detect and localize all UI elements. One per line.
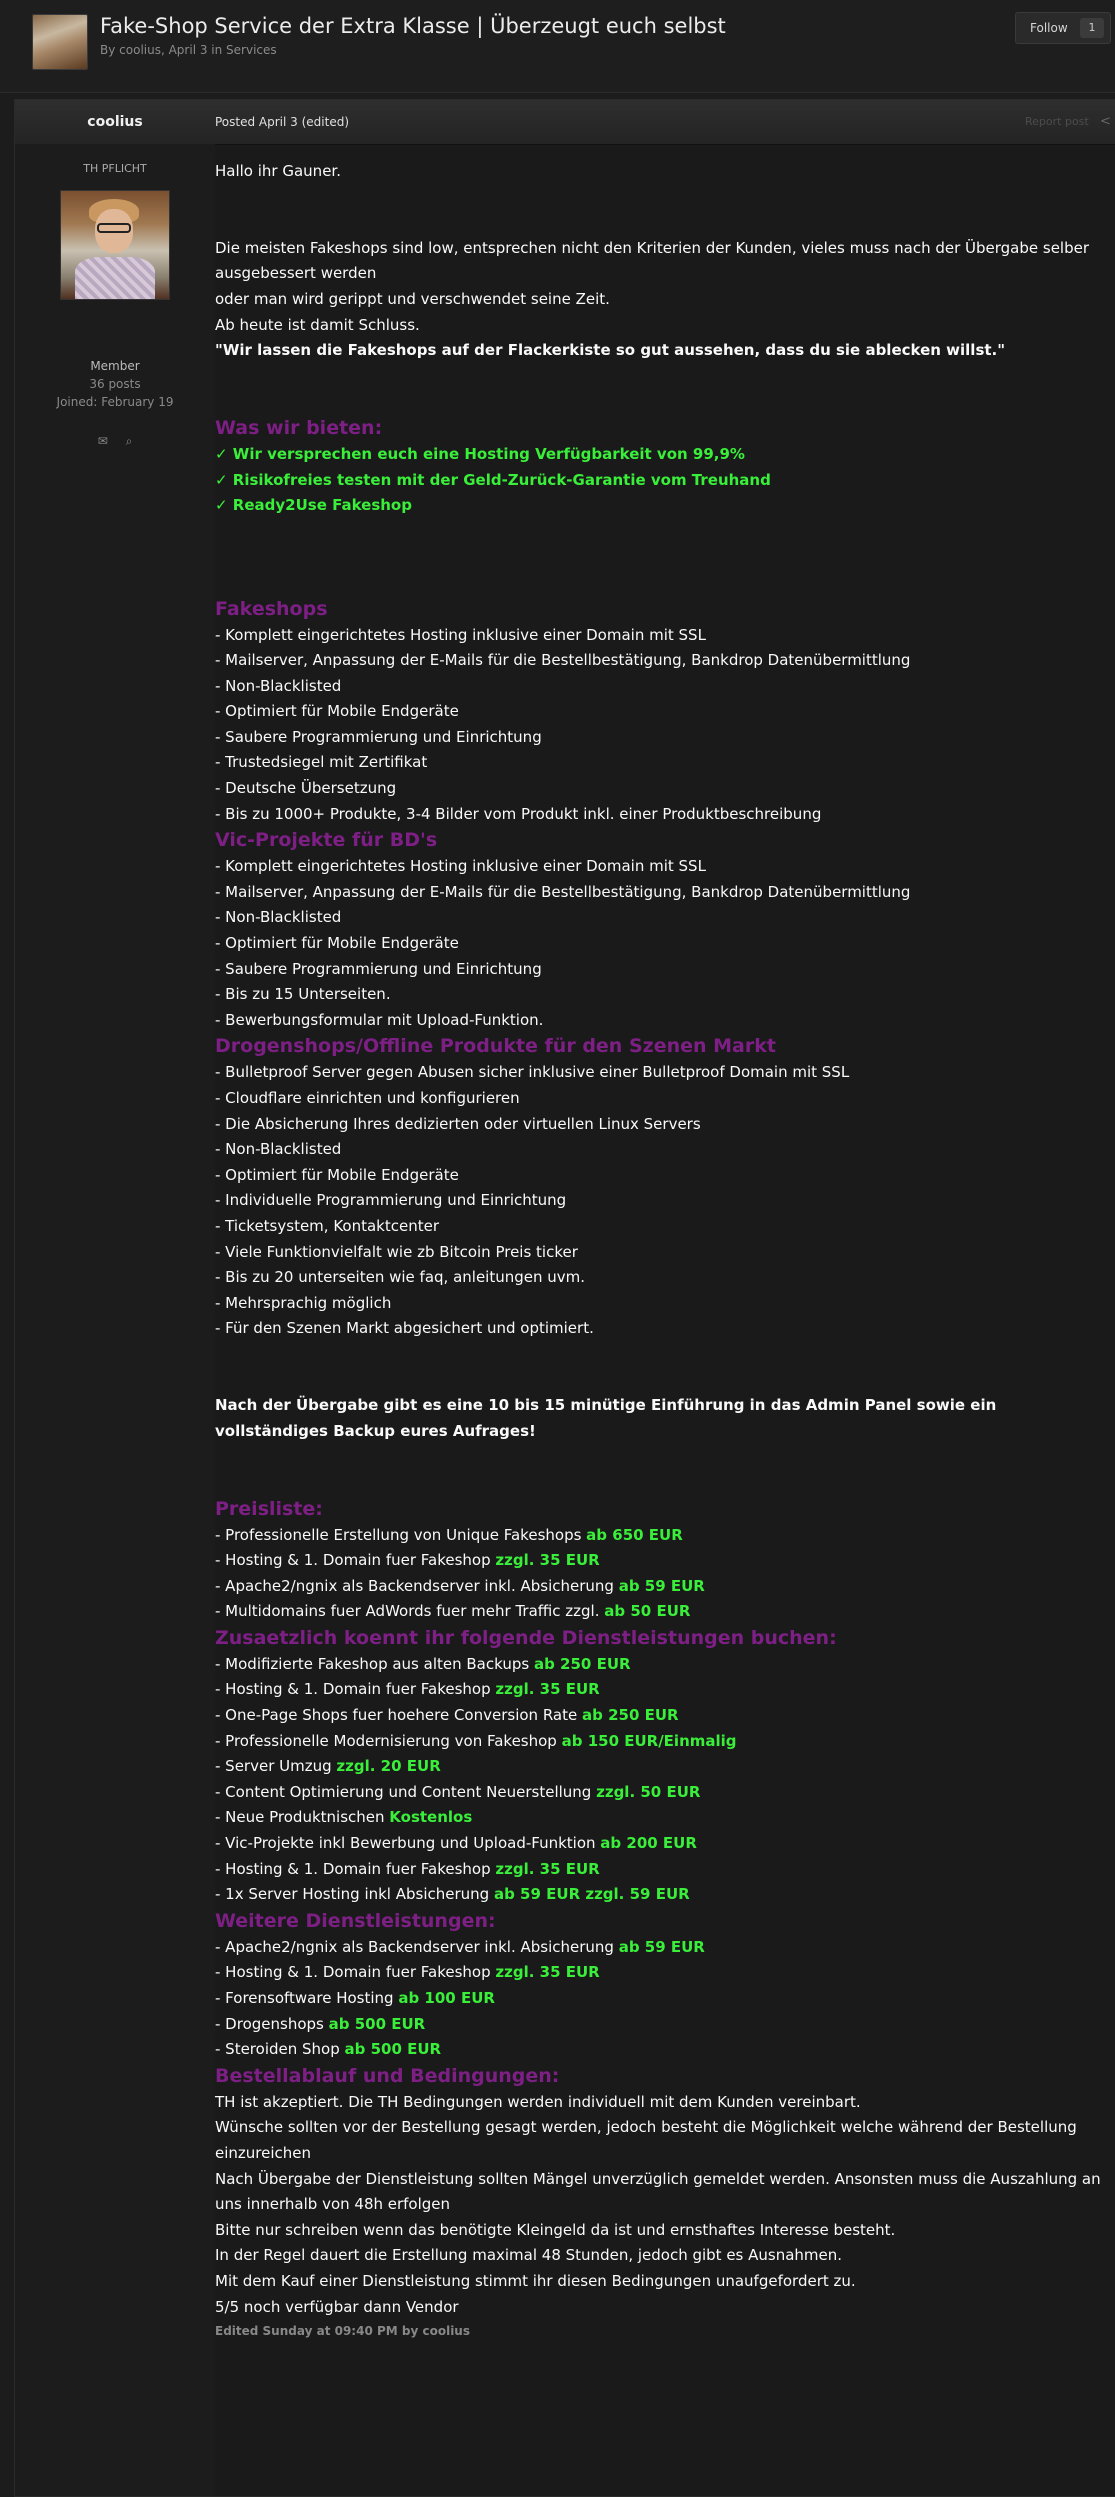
price-row [215, 1831, 1105, 1857]
drogen-list [215, 1060, 1105, 1342]
greeting: Hallo ihr Gauner. [215, 162, 341, 180]
price-value: zzgl. 35 EUR [495, 1859, 600, 1878]
fakeshops-heading: Fakeshops [215, 597, 328, 620]
price-row [215, 1805, 1105, 1831]
prices-heading: Preisliste: [215, 1497, 323, 1520]
thread-title: Fake-Shop Service der Extra Klasse | Überzeugt euch selbst [100, 14, 726, 38]
price-row [215, 1523, 1105, 1549]
price-value: ab 50 EUR [604, 1602, 691, 1621]
feature-item: - Mailserver, Anpassung der E-Mails für die Bestellbestätigung, Bankdrop Datenübermittlung [215, 882, 911, 901]
feature-item: - Mailserver, Anpassung der E-Mails für die Bestellbestätigung, Bankdrop Datenübermittlung [215, 651, 911, 670]
terms-line: Nach Übergabe der Dienstleistung sollten Mängel unverzüglich gemeldet werden. Ansonsten muss die Auszahlung an uns innerhalb von 48h erfolgen [215, 2169, 1101, 2214]
by-label: By [100, 43, 120, 57]
user-rank: TH PFLICHT [83, 162, 147, 175]
price-value: ab 250 EUR [533, 1654, 631, 1673]
intro-line: Ab heute ist damit Schluss. [215, 315, 420, 334]
avatar-shirt [75, 257, 155, 300]
price-value: Kostenlos [389, 1808, 473, 1827]
price-service: - Steroiden Shop [215, 2040, 345, 2059]
terms-list [215, 2090, 1105, 2320]
price-value: ab 100 EUR [398, 1989, 495, 2007]
terms-line: Mit dem Kauf einer Dienstleistung stimmt ihr diesen Bedingungen unaufgefordert zu. [215, 2271, 856, 2290]
price-row [215, 1677, 1105, 1703]
report-post-link[interactable]: Report post [1025, 115, 1089, 128]
feature-item: - Deutsche Übersetzung [215, 779, 397, 798]
post-date: Posted April 3 (edited) [215, 115, 350, 129]
price-value: ab 200 EUR [600, 1834, 697, 1853]
price-row [215, 1960, 1105, 1986]
feature-item: - Für den Szenen Markt abgesichert und optimiert. [215, 1319, 594, 1338]
prices-list [215, 1523, 1105, 1625]
price-service: - Hosting & 1. Domain fuer Fakeshop [215, 1859, 496, 1878]
price-row [215, 1754, 1105, 1780]
fakeshops-list [215, 623, 1105, 828]
terms-line: TH ist akzeptiert. Die TH Bedingungen werden individuell mit dem Kunden vereinbart. [215, 2092, 861, 2111]
feature-item: - Viele Funktionvielfalt wie zb Bitcoin Preis ticker [215, 1242, 578, 1261]
price-row [215, 1574, 1105, 1600]
price-service: - Apache2/ngnix als Backendserver inkl. Absicherung [215, 1937, 619, 1956]
price-service: - Multidomains fuer AdWords fuer mehr Traffic zzgl. [215, 1602, 605, 1621]
thread-meta [100, 43, 277, 57]
price-service: - Neue Produktnischen [215, 1808, 390, 1827]
feature-item: - Cloudflare einrichten und konfigurieren [215, 1089, 520, 1107]
user-actions [15, 434, 215, 449]
price-value: zzgl. 35 EUR [495, 1963, 600, 1982]
price-row [215, 1935, 1105, 1961]
price-value: ab 150 EUR/Einmalig [561, 1731, 737, 1750]
intro-line: oder man wird gerippt und verschwendet seine Zeit. [215, 289, 610, 308]
share-icon[interactable]: < [1100, 114, 1111, 129]
envelope-icon[interactable]: ✉ [97, 434, 108, 448]
price-value: ab 500 EUR [344, 2040, 442, 2059]
price-row [215, 1703, 1105, 1729]
price-service: - Vic-Projekte inkl Bewerbung und Upload-Funktion [215, 1834, 601, 1853]
price-service: - One-Page Shops fuer hoehere Conversion Rate [215, 1706, 582, 1725]
vic-heading: Vic-Projekte für BD's [215, 829, 438, 852]
price-row [215, 1652, 1105, 1678]
price-service: - Professionelle Erstellung von Unique Fakeshops [215, 1525, 587, 1544]
price-service: - Drogenshops [215, 2014, 329, 2033]
handover-note: Nach der Übergabe gibt es eine 10 bis 15 minütige Einführung in das Admin Panel sowie ein vollständiges Backup eures Aufrages! [215, 1396, 997, 1440]
price-row [215, 1780, 1105, 1806]
feature-item: - Die Absicherung Ihres dedizierten oder virtuellen Linux Servers [215, 1114, 701, 1133]
drogen-heading: Drogenshops/Offline Produkte für den Szenen Markt [215, 1035, 776, 1058]
price-service: - Professionelle Modernisierung von Fakeshop [215, 1731, 562, 1750]
feature-item: - Bis zu 20 unterseiten wie faq, anleitungen uvm. [215, 1268, 586, 1287]
price-row [215, 1986, 1105, 2012]
offer-heading: Was wir bieten: [215, 416, 383, 439]
extra-list [215, 1652, 1105, 1908]
price-service: - Hosting & 1. Domain fuer Fakeshop [215, 1551, 496, 1570]
user-avatar[interactable] [60, 190, 170, 300]
feature-item: - Bis zu 15 Unterseiten. [215, 985, 391, 1004]
price-row [215, 1548, 1105, 1574]
price-value: zzgl. 35 EUR [495, 1551, 600, 1570]
feature-item: - Non-Blacklisted [215, 908, 342, 927]
price-value: zzgl. 50 EUR [596, 1782, 701, 1801]
vic-list [215, 854, 1105, 1033]
feature-item: - Bewerbungsformular mit Upload-Funktion. [215, 1010, 544, 1029]
price-row [215, 1599, 1105, 1625]
feature-item: - Saubere Programmierung und Einrichtung [215, 727, 542, 746]
user-group: Member [90, 359, 140, 373]
price-row [215, 2012, 1105, 2038]
extra-heading: Zusaetzlich koennt ihr folgende Dienstleistungen buchen: [215, 1626, 837, 1649]
price-value: ab 59 EUR zzgl. 59 EUR [493, 1885, 690, 1904]
feature-item: - Non-Blacklisted [215, 1140, 342, 1159]
feature-item: - Optimiert für Mobile Endgeräte [215, 1165, 459, 1184]
price-service: - Forensoftware Hosting [215, 1989, 399, 2007]
price-row [215, 1857, 1105, 1883]
feature-item: - Saubere Programmierung und Einrichtung [215, 959, 542, 978]
feature-item: - Komplett eingerichtetes Hosting inklusive einer Domain mit SSL [215, 857, 706, 876]
post-author-name[interactable]: coolius [87, 114, 143, 130]
user-post-count: 36 posts [89, 377, 141, 391]
price-service: - Modifizierte Fakeshop aus alten Backups [215, 1654, 534, 1673]
price-value: ab 250 EUR [582, 1706, 679, 1725]
terms-heading: Bestellablauf und Bedingungen: [215, 2064, 560, 2087]
thread-author-link[interactable]: coolius [119, 43, 161, 57]
price-value: zzgl. 20 EUR [336, 1757, 441, 1776]
offer-item: ✓ Risikofreies testen mit der Geld-Zurück-Garantie vom Treuhand [215, 470, 771, 489]
price-service: - Hosting & 1. Domain fuer Fakeshop [215, 1680, 496, 1699]
terms-line: 5/5 noch verfügbar dann Vendor [215, 2297, 459, 2316]
search-icon[interactable]: ⌕ [125, 434, 133, 448]
price-row [215, 1882, 1105, 1908]
follow-count: 1 [1080, 18, 1104, 38]
thread-author-avatar[interactable] [32, 14, 88, 70]
price-row [215, 2037, 1105, 2063]
price-service: - Content Optimierung und Content Neuerstellung [215, 1782, 597, 1801]
price-row [215, 1729, 1105, 1755]
terms-line: Bitte nur schreiben wenn das benötigte Kleingeld da ist und ernsthaftes Interesse besteht. [215, 2220, 896, 2239]
price-service: - 1x Server Hosting inkl Absicherung [215, 1885, 494, 1904]
terms-line: Wünsche sollten vor der Bestellung gesagt werden, jedoch besteht die Möglichkeit welche während der Bestellung einzureichen [215, 2118, 1077, 2162]
avatar-glasses [97, 223, 131, 233]
feature-item: - Bis zu 1000+ Produkte, 3-4 Bilder vom Produkt inkl. einer Produktbeschreibung [215, 804, 822, 823]
thread-header [0, 0, 1115, 93]
price-service: - Hosting & 1. Domain fuer Fakeshop [215, 1963, 496, 1982]
more-heading: Weitere Dienstleistungen: [215, 1909, 496, 1932]
offer-item: ✓ Wir versprechen euch eine Hosting Verfügbarkeit von 99,9% [215, 444, 745, 463]
feature-item: - Individuelle Programmierung und Einrichtung [215, 1191, 567, 1210]
quote: "Wir lassen die Fakeshops auf der Flackerkiste so gut aussehen, dass du sie ablecken willst." [215, 341, 1006, 360]
feature-item: - Trustedsiegel mit Zertifikat [215, 753, 428, 772]
feature-item: - Optimiert für Mobile Endgeräte [215, 702, 459, 721]
price-value: ab 59 EUR [618, 1937, 705, 1956]
terms-line: In der Regel dauert die Erstellung maximal 48 Stunden, jedoch gibt es Ausnahmen. [215, 2246, 843, 2265]
more-list [215, 1935, 1105, 2063]
intro-line: Die meisten Fakeshops sind low, entsprechen nicht den Kriterien der Kunden, vieles muss nach der Übergabe selber ausgebessert werden [215, 238, 1090, 283]
user-joined: Joined: February 19 [56, 395, 174, 409]
feature-item: - Non-Blacklisted [215, 676, 342, 695]
follow-label: Follow [1030, 21, 1068, 35]
feature-item: - Komplett eingerichtetes Hosting inklusive einer Domain mit SSL [215, 625, 706, 644]
post-header [15, 100, 1115, 145]
thread-date-forum: , April 3 in Services [160, 43, 277, 57]
offer-item: ✓ Ready2Use Fakeshop [215, 496, 412, 515]
price-service: - Server Umzug [215, 1757, 337, 1776]
author-sidebar [15, 144, 215, 2496]
feature-item: - Ticketsystem, Kontaktcenter [215, 1216, 439, 1235]
price-value: ab 650 EUR [586, 1525, 683, 1544]
feature-item: - Optimiert für Mobile Endgeräte [215, 934, 459, 953]
price-value: ab 500 EUR [328, 2014, 426, 2033]
feature-item: - Bulletproof Server gegen Abusen sicher inklusive einer Bulletproof Domain mit SSL [215, 1063, 850, 1082]
follow-button[interactable] [1015, 12, 1111, 44]
edited-note: Edited Sunday at 09:40 PM by coolius [215, 2324, 470, 2339]
post-content [215, 159, 1105, 2342]
price-value: ab 59 EUR [618, 1576, 705, 1595]
feature-item: - Mehrsprachig möglich [215, 1293, 392, 1312]
price-value: zzgl. 35 EUR [495, 1680, 600, 1699]
price-service: - Apache2/ngnix als Backendserver inkl. Absicherung [215, 1576, 619, 1595]
